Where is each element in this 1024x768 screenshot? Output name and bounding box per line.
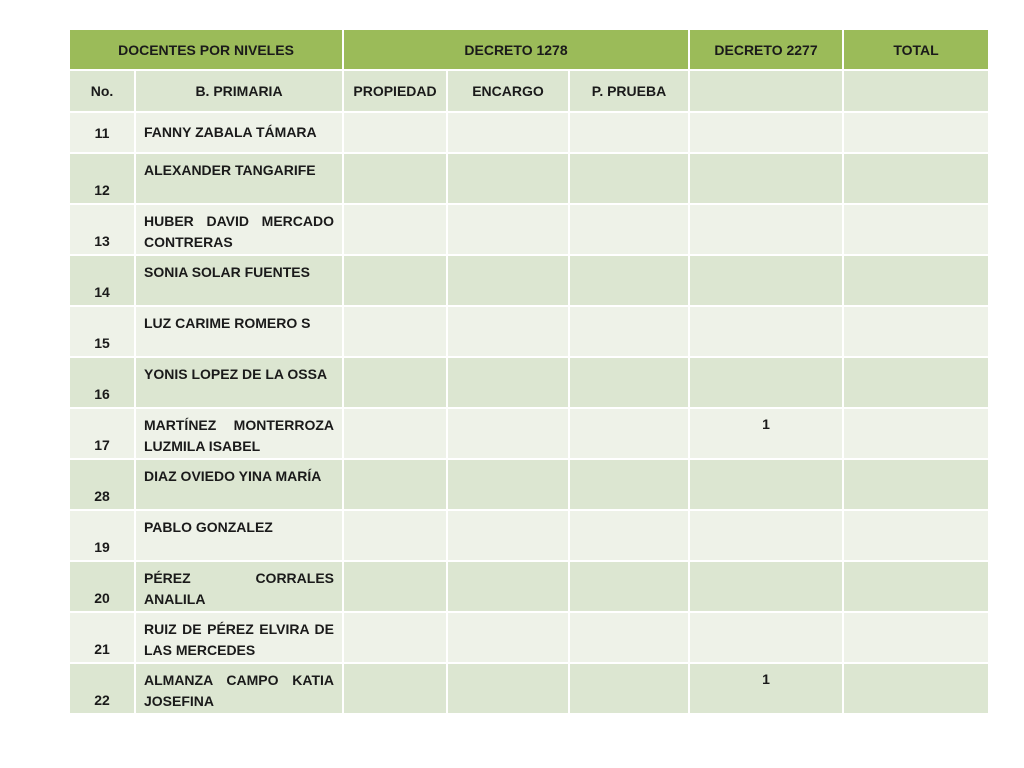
cell-decreto-2277: [689, 459, 843, 510]
teacher-name: MARTÍNEZ MONTERROZA LUZMILA ISABEL: [135, 408, 343, 459]
cell-p-prueba: [569, 612, 689, 663]
header-decreto-2277: DECRETO 2277: [689, 29, 843, 70]
cell-p-prueba: [569, 357, 689, 408]
cell-encargo: [447, 663, 569, 714]
table-row: [69, 459, 989, 510]
docentes-table: [68, 28, 990, 715]
cell-propiedad: [343, 112, 447, 153]
cell-encargo: [447, 255, 569, 306]
cell-total: [843, 561, 989, 612]
cell-encargo: [447, 153, 569, 204]
teacher-name: HUBER DAVID MERCADO CONTRERAS: [135, 204, 343, 255]
cell-p-prueba: [569, 510, 689, 561]
cell-decreto-2277: [689, 612, 843, 663]
subheader-decreto-2277: [689, 70, 843, 112]
header-docentes-por-niveles: DOCENTES POR NIVELES: [69, 29, 343, 70]
cell-decreto-2277: [689, 306, 843, 357]
cell-p-prueba: [569, 561, 689, 612]
teacher-name: PABLO GONZALEZ: [135, 510, 343, 561]
header-decreto-1278: DECRETO 1278: [343, 29, 689, 70]
cell-encargo: [447, 459, 569, 510]
cell-decreto-2277: 1: [689, 663, 843, 714]
cell-propiedad: [343, 357, 447, 408]
cell-decreto-2277: [689, 204, 843, 255]
subheader-b-primaria: B. PRIMARIA: [135, 70, 343, 112]
cell-total: [843, 153, 989, 204]
cell-propiedad: [343, 255, 447, 306]
cell-total: [843, 357, 989, 408]
subheader-total: [843, 70, 989, 112]
teacher-name: RUIZ DE PÉREZ ELVIRA DE LAS MERCEDES: [135, 612, 343, 663]
table-row: [69, 153, 989, 204]
cell-propiedad: [343, 612, 447, 663]
cell-encargo: [447, 408, 569, 459]
row-number: 14: [69, 255, 135, 306]
row-number: 13: [69, 204, 135, 255]
teacher-name: ALEXANDER TANGARIFE: [135, 153, 343, 204]
cell-encargo: [447, 204, 569, 255]
table-row: [69, 112, 989, 153]
row-number: 22: [69, 663, 135, 714]
header-row: [69, 29, 989, 70]
row-number: 20: [69, 561, 135, 612]
cell-total: [843, 408, 989, 459]
cell-decreto-2277: [689, 510, 843, 561]
row-number: 11: [69, 112, 135, 153]
teacher-name: SONIA SOLAR FUENTES: [135, 255, 343, 306]
cell-decreto-2277: [689, 561, 843, 612]
cell-total: [843, 663, 989, 714]
table-row: [69, 561, 989, 612]
table-row: [69, 255, 989, 306]
cell-p-prueba: [569, 255, 689, 306]
cell-p-prueba: [569, 306, 689, 357]
table-row: [69, 306, 989, 357]
teacher-name: YONIS LOPEZ DE LA OSSA: [135, 357, 343, 408]
cell-p-prueba: [569, 408, 689, 459]
subheader-p-prueba: P. PRUEBA: [569, 70, 689, 112]
cell-encargo: [447, 612, 569, 663]
subheader-no: No.: [69, 70, 135, 112]
table-row: [69, 204, 989, 255]
cell-decreto-2277: [689, 153, 843, 204]
table-row: [69, 357, 989, 408]
cell-propiedad: [343, 510, 447, 561]
cell-total: [843, 255, 989, 306]
subheader-row: [69, 70, 989, 112]
cell-propiedad: [343, 153, 447, 204]
cell-total: [843, 510, 989, 561]
cell-decreto-2277: 1: [689, 408, 843, 459]
cell-total: [843, 204, 989, 255]
cell-decreto-2277: [689, 112, 843, 153]
teacher-name: PÉREZ CORRALES ANALILA: [135, 561, 343, 612]
cell-propiedad: [343, 561, 447, 612]
cell-encargo: [447, 306, 569, 357]
row-number: 12: [69, 153, 135, 204]
cell-total: [843, 306, 989, 357]
cell-total: [843, 112, 989, 153]
cell-encargo: [447, 112, 569, 153]
row-number: 15: [69, 306, 135, 357]
cell-p-prueba: [569, 204, 689, 255]
teacher-name: LUZ CARIME ROMERO S: [135, 306, 343, 357]
cell-propiedad: [343, 306, 447, 357]
cell-decreto-2277: [689, 255, 843, 306]
row-number: 21: [69, 612, 135, 663]
subheader-encargo: ENCARGO: [447, 70, 569, 112]
row-number: 16: [69, 357, 135, 408]
table-row: [69, 510, 989, 561]
teacher-name: FANNY ZABALA TÁMARA: [135, 112, 343, 153]
table-row: [69, 612, 989, 663]
cell-propiedad: [343, 663, 447, 714]
cell-encargo: [447, 561, 569, 612]
cell-p-prueba: [569, 663, 689, 714]
header-total: TOTAL: [843, 29, 989, 70]
row-number: 28: [69, 459, 135, 510]
table-row: [69, 408, 989, 459]
row-number: 19: [69, 510, 135, 561]
cell-total: [843, 459, 989, 510]
subheader-propiedad: PROPIEDAD: [343, 70, 447, 112]
cell-decreto-2277: [689, 357, 843, 408]
cell-total: [843, 612, 989, 663]
teacher-name: DIAZ OVIEDO YINA MARÍA: [135, 459, 343, 510]
cell-propiedad: [343, 204, 447, 255]
cell-encargo: [447, 357, 569, 408]
table-row: [69, 663, 989, 714]
cell-p-prueba: [569, 459, 689, 510]
row-number: 17: [69, 408, 135, 459]
cell-encargo: [447, 510, 569, 561]
cell-propiedad: [343, 408, 447, 459]
cell-propiedad: [343, 459, 447, 510]
cell-p-prueba: [569, 112, 689, 153]
teacher-name: ALMANZA CAMPO KATIA JOSEFINA: [135, 663, 343, 714]
cell-p-prueba: [569, 153, 689, 204]
